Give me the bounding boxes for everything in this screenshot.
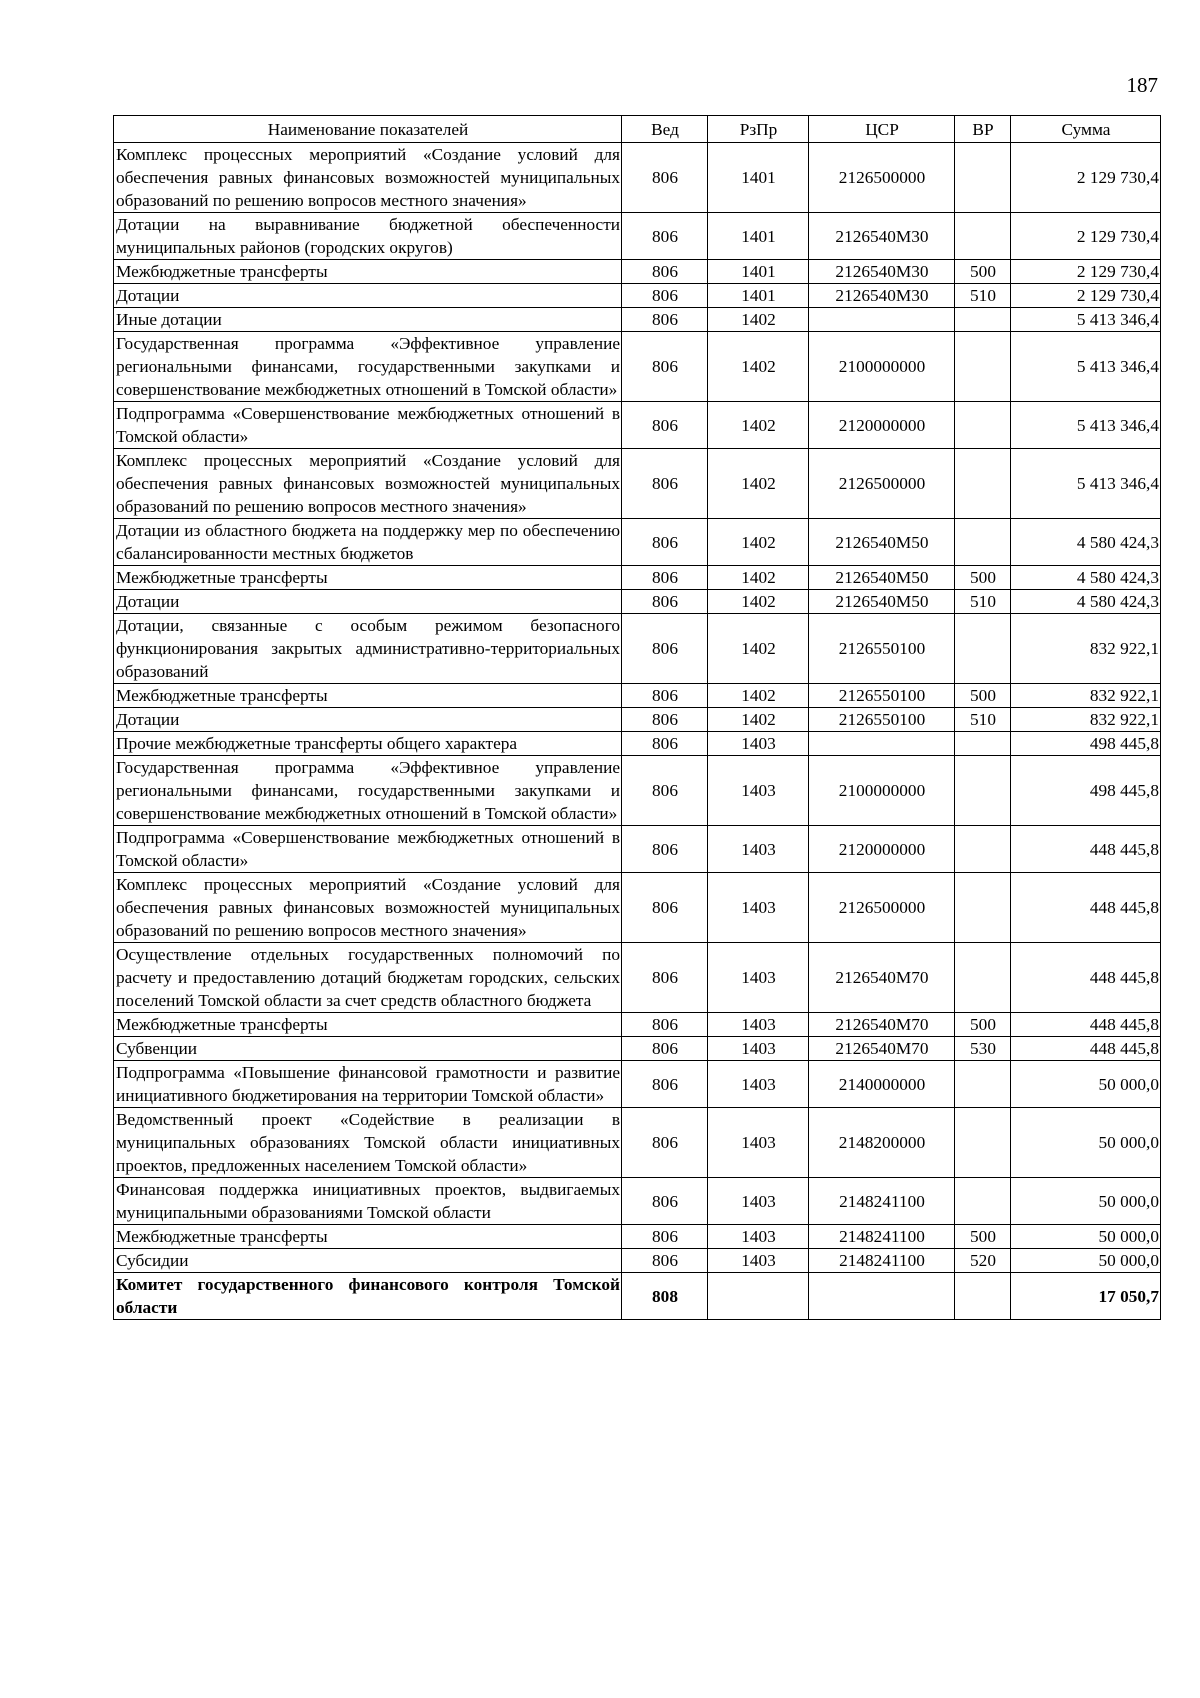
table-row [114,943,1161,1013]
row-csr: 2126540М50 [809,519,955,566]
row-csr: 2140000000 [809,1061,955,1108]
row-csr: 2126540М30 [809,260,955,284]
row-ved: 806 [622,756,708,826]
row-rzpr: 1401 [708,260,809,284]
row-csr: 2126540М70 [809,943,955,1013]
row-csr: 2126500000 [809,143,955,213]
row-sum: 448 445,8 [1011,1037,1161,1061]
row-ved: 806 [622,213,708,260]
row-vr: 500 [955,1013,1011,1037]
row-rzpr: 1401 [708,143,809,213]
row-sum: 2 129 730,4 [1011,213,1161,260]
row-name: Межбюджетные трансферты [114,1225,622,1249]
row-rzpr: 1403 [708,732,809,756]
row-vr [955,143,1011,213]
row-vr [955,519,1011,566]
row-csr: 2126540М70 [809,1013,955,1037]
row-name: Дотации на выравнивание бюджетной обеспеченности муниципальных районов (городских округов) [114,213,622,260]
row-name: Субсидии [114,1249,622,1273]
row-vr [955,1061,1011,1108]
row-rzpr: 1403 [708,1178,809,1225]
row-name: Ведомственный проект «Содействие в реализации в муниципальных образованиях Томской области инициативных проектов, предложенных населением Томской области» [114,1108,622,1178]
row-rzpr: 1402 [708,332,809,402]
table-row [114,143,1161,213]
row-rzpr: 1402 [708,684,809,708]
row-sum: 50 000,0 [1011,1249,1161,1273]
row-vr [955,943,1011,1013]
row-rzpr: 1403 [708,1249,809,1273]
budget-table [113,115,1161,1320]
table-row [114,1249,1161,1273]
row-ved: 806 [622,519,708,566]
row-name: Комплекс процессных мероприятий «Создание условий для обеспечения равных финансовых возможностей муниципальных образований по решению вопросов местного значения» [114,873,622,943]
row-ved: 806 [622,449,708,519]
row-csr [809,732,955,756]
row-name: Комплекс процессных мероприятий «Создание условий для обеспечения равных финансовых возможностей муниципальных образований по решению вопросов местного значения» [114,449,622,519]
header-ved: Вед [622,116,708,143]
row-sum: 5 413 346,4 [1011,449,1161,519]
row-rzpr: 1403 [708,1013,809,1037]
row-csr: 2100000000 [809,756,955,826]
row-name: Дотации, связанные с особым режимом безопасного функционирования закрытых административно-территориальных образований [114,614,622,684]
row-vr: 520 [955,1249,1011,1273]
row-sum: 5 413 346,4 [1011,308,1161,332]
row-sum: 50 000,0 [1011,1061,1161,1108]
table-row [114,732,1161,756]
row-vr [955,756,1011,826]
row-sum: 448 445,8 [1011,873,1161,943]
row-csr: 2126540М30 [809,213,955,260]
table-row [114,1108,1161,1178]
row-name: Подпрограмма «Совершенствование межбюджетных отношений в Томской области» [114,402,622,449]
row-sum: 2 129 730,4 [1011,260,1161,284]
row-ved: 808 [622,1273,708,1320]
row-name: Государственная программа «Эффективное управление региональными финансами, государственными закупками и совершенствование межбюджетных отношений в Томской области» [114,332,622,402]
row-ved: 806 [622,1037,708,1061]
row-vr [955,1108,1011,1178]
row-sum: 2 129 730,4 [1011,143,1161,213]
row-sum: 498 445,8 [1011,756,1161,826]
row-csr: 2126540М50 [809,590,955,614]
row-ved: 806 [622,1178,708,1225]
table-row [114,614,1161,684]
row-sum: 5 413 346,4 [1011,332,1161,402]
row-name: Субвенции [114,1037,622,1061]
row-sum: 448 445,8 [1011,826,1161,873]
row-vr [955,614,1011,684]
table-row [114,1037,1161,1061]
row-name: Межбюджетные трансферты [114,566,622,590]
row-rzpr: 1403 [708,826,809,873]
row-ved: 806 [622,284,708,308]
row-rzpr: 1402 [708,308,809,332]
header-vr: ВР [955,116,1011,143]
table-row [114,519,1161,566]
row-rzpr: 1403 [708,1037,809,1061]
row-csr: 2126540М70 [809,1037,955,1061]
row-vr: 510 [955,590,1011,614]
row-vr [955,732,1011,756]
row-ved: 806 [622,873,708,943]
row-rzpr: 1402 [708,519,809,566]
row-rzpr: 1403 [708,943,809,1013]
table-row [114,308,1161,332]
row-vr [955,449,1011,519]
row-name: Дотации [114,708,622,732]
row-vr [955,1178,1011,1225]
row-sum: 17 050,7 [1011,1273,1161,1320]
row-sum: 448 445,8 [1011,1013,1161,1037]
row-csr [809,1273,955,1320]
row-ved: 806 [622,143,708,213]
row-csr: 2148241100 [809,1249,955,1273]
table-row [114,332,1161,402]
row-ved: 806 [622,684,708,708]
row-ved: 806 [622,943,708,1013]
row-vr: 500 [955,684,1011,708]
table-row [114,1273,1161,1320]
row-vr [955,826,1011,873]
row-rzpr: 1403 [708,1225,809,1249]
row-sum: 2 129 730,4 [1011,284,1161,308]
row-csr: 2126540М50 [809,566,955,590]
row-rzpr: 1403 [708,1108,809,1178]
table-row [114,1013,1161,1037]
table-row [114,756,1161,826]
row-name: Межбюджетные трансферты [114,684,622,708]
table-row [114,684,1161,708]
header-rzpr: РзПр [708,116,809,143]
row-name: Иные дотации [114,308,622,332]
row-vr: 500 [955,566,1011,590]
row-vr [955,332,1011,402]
table-row [114,402,1161,449]
row-ved: 806 [622,1013,708,1037]
row-csr: 2148241100 [809,1178,955,1225]
row-name: Подпрограмма «Повышение финансовой грамотности и развитие инициативного бюджетирования на территории Томской области» [114,1061,622,1108]
row-sum: 50 000,0 [1011,1108,1161,1178]
row-ved: 806 [622,1061,708,1108]
row-csr: 2126550100 [809,684,955,708]
header-name: Наименование показателей [114,116,622,143]
row-sum: 832 922,1 [1011,614,1161,684]
row-csr [809,308,955,332]
row-rzpr: 1402 [708,590,809,614]
row-ved: 806 [622,708,708,732]
row-vr: 510 [955,708,1011,732]
table-row [114,449,1161,519]
table-row [114,260,1161,284]
row-vr [955,308,1011,332]
row-ved: 806 [622,732,708,756]
page-number: 187 [1126,73,1158,97]
row-ved: 806 [622,826,708,873]
row-name: Комплекс процессных мероприятий «Создание условий для обеспечения равных финансовых возможностей муниципальных образований по решению вопросов местного значения» [114,143,622,213]
row-vr: 530 [955,1037,1011,1061]
row-sum: 4 580 424,3 [1011,590,1161,614]
row-rzpr: 1401 [708,284,809,308]
row-csr: 2126500000 [809,449,955,519]
table-header-row [114,116,1161,143]
table-row [114,826,1161,873]
row-vr [955,1273,1011,1320]
row-vr [955,213,1011,260]
row-rzpr: 1402 [708,566,809,590]
table-row [114,590,1161,614]
row-sum: 50 000,0 [1011,1225,1161,1249]
table-row [114,213,1161,260]
row-vr: 500 [955,260,1011,284]
row-ved: 806 [622,1108,708,1178]
table-body [114,143,1161,1320]
row-rzpr: 1402 [708,614,809,684]
row-rzpr: 1403 [708,873,809,943]
table-row [114,1178,1161,1225]
row-ved: 806 [622,1225,708,1249]
row-rzpr: 1403 [708,1061,809,1108]
row-name: Межбюджетные трансферты [114,1013,622,1037]
row-vr: 510 [955,284,1011,308]
row-sum: 498 445,8 [1011,732,1161,756]
row-csr: 2148241100 [809,1225,955,1249]
row-name: Дотации из областного бюджета на поддержку мер по обеспечению сбалансированности местных бюджетов [114,519,622,566]
row-csr: 2100000000 [809,332,955,402]
row-name: Подпрограмма «Совершенствование межбюджетных отношений в Томской области» [114,826,622,873]
row-vr [955,402,1011,449]
row-ved: 806 [622,1249,708,1273]
row-ved: 806 [622,260,708,284]
row-csr: 2126540М30 [809,284,955,308]
table-row [114,1061,1161,1108]
row-name: Межбюджетные трансферты [114,260,622,284]
row-rzpr: 1402 [708,708,809,732]
row-name: Финансовая поддержка инициативных проектов, выдвигаемых муниципальными образованиями Томской области [114,1178,622,1225]
table-row [114,566,1161,590]
row-ved: 806 [622,402,708,449]
row-ved: 806 [622,332,708,402]
row-ved: 806 [622,614,708,684]
row-sum: 832 922,1 [1011,684,1161,708]
row-csr: 2120000000 [809,826,955,873]
table-row [114,708,1161,732]
row-sum: 4 580 424,3 [1011,519,1161,566]
row-csr: 2126550100 [809,614,955,684]
row-csr: 2126500000 [809,873,955,943]
row-sum: 50 000,0 [1011,1178,1161,1225]
row-vr: 500 [955,1225,1011,1249]
row-sum: 5 413 346,4 [1011,402,1161,449]
row-rzpr: 1401 [708,213,809,260]
row-sum: 4 580 424,3 [1011,566,1161,590]
row-csr: 2120000000 [809,402,955,449]
row-ved: 806 [622,566,708,590]
header-csr: ЦСР [809,116,955,143]
row-rzpr: 1403 [708,756,809,826]
row-ved: 806 [622,308,708,332]
row-csr: 2148200000 [809,1108,955,1178]
row-name: Дотации [114,590,622,614]
table-row [114,284,1161,308]
row-rzpr: 1402 [708,449,809,519]
row-name: Осуществление отдельных государственных полномочий по расчету и предоставлению дотаций бюджетам городских, сельских поселений Томской области за счет средств областного бюджета [114,943,622,1013]
row-rzpr: 1402 [708,402,809,449]
header-sum: Сумма [1011,116,1161,143]
row-name: Прочие межбюджетные трансферты общего характера [114,732,622,756]
row-name: Государственная программа «Эффективное управление региональными финансами, государственными закупками и совершенствование межбюджетных отношений в Томской области» [114,756,622,826]
row-sum: 448 445,8 [1011,943,1161,1013]
row-rzpr [708,1273,809,1320]
row-vr [955,873,1011,943]
row-ved: 806 [622,590,708,614]
table-row [114,1225,1161,1249]
row-csr: 2126550100 [809,708,955,732]
row-sum: 832 922,1 [1011,708,1161,732]
table-row [114,873,1161,943]
row-name: Дотации [114,284,622,308]
row-name: Комитет государственного финансового контроля Томской области [114,1273,622,1320]
